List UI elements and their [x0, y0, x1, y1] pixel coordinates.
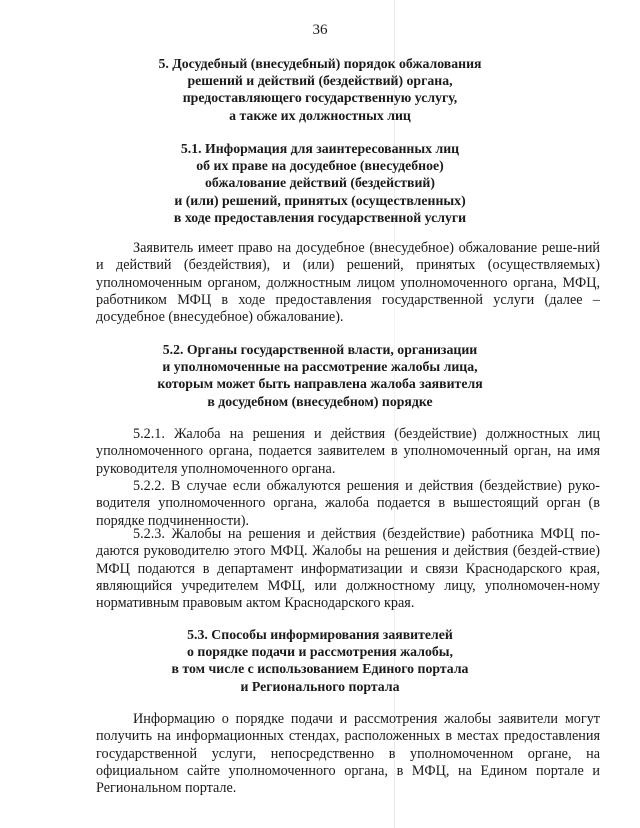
heading-line: решений и действий (бездействий) органа, — [187, 73, 453, 89]
section-5-1-heading — [60, 140, 580, 226]
heading-line: предоставляющего государственную услугу, — [182, 90, 458, 106]
heading-line: 5.1. Информация для заинтересованных лиц — [180, 141, 460, 156]
heading-line: и уполномоченные на рассмотрение жалобы лица, — [162, 359, 478, 375]
heading-line: 5. Досудебный (внесудебный) порядок обжалования — [158, 56, 482, 71]
heading-line: в том числе с использованием Единого портала — [171, 661, 469, 677]
section-5-3-paragraph: Информацию о порядке подачи и рассмотрения жалобы заявители могут получить на информационных стендах, расположенных в местах предоставления государственной услуги, непосредственно в уполномоченном органе, на официальном сайте уполномоченного органа, в МФЦ, на Едином портале и Региональном портале. — [96, 711, 600, 797]
heading-line: и Регионального портала — [240, 678, 400, 694]
heading-line: 5.2. Органы государственной власти, организации — [162, 342, 478, 357]
scan-artifact-line — [394, 0, 395, 828]
heading-line: в досудебном (внесудебном) порядке — [207, 393, 433, 409]
paragraph-5-2-1: 5.2.1. Жалоба на решения и действия (бездействие) должностных лиц уполномоченного органа, подается заявителем в уполномоченный орган, на имя руководителя уполномоченного органа. — [96, 426, 600, 477]
paragraph-5-2-3: 5.2.3. Жалобы на решения и действия (бездействие) работника МФЦ по-даются руководителю этого МФЦ. Жалобы на решения и действия (бездей-ствие) МФЦ подаются в департамент информатизации и связи Краснодарского края, являющийся учредителем МФЦ, или должностному лицу, уполномочен-ному нормативным правовым актом Краснодарского края. — [96, 526, 600, 612]
section-5-2-heading — [60, 341, 580, 410]
page-number: 36 — [312, 22, 328, 38]
heading-line: о порядке подачи и рассмотрения жалобы, — [187, 644, 453, 660]
heading-line: об их праве на досудебное (внесудебное) — [196, 158, 444, 174]
heading-line: обжалование действий (бездействий) — [205, 175, 435, 191]
heading-line: 5.3. Способы информирования заявителей — [187, 627, 453, 642]
heading-line: в ходе предоставления государственной услуги — [173, 209, 467, 225]
heading-line: и (или) решений, принятых (осуществленных) — [174, 192, 466, 208]
section-5-3-heading — [60, 626, 580, 695]
section-5-heading — [60, 55, 580, 124]
heading-line: которым может быть направлена жалоба заявителя — [157, 376, 483, 392]
heading-line: а также их должностных лиц — [229, 107, 411, 123]
paragraph-5-2-2: 5.2.2. В случае если обжалуются решения и действия (бездействие) руко-водителя уполномоченного органа, жалоба подается в вышестоящий орган (в порядке подчиненности). — [96, 478, 600, 529]
section-5-1-paragraph: Заявитель имеет право на досудебное (внесудебное) обжалование реше-ний и действий (бездействия), и (или) решений, принятых (осуществляемых) уполномоченным органом, должностным лицом уполномоченного органа, МФЦ, работником МФЦ в ходе предоставления государственной услуги (далее – досудебное (внесудебное) обжалование). — [96, 240, 600, 326]
